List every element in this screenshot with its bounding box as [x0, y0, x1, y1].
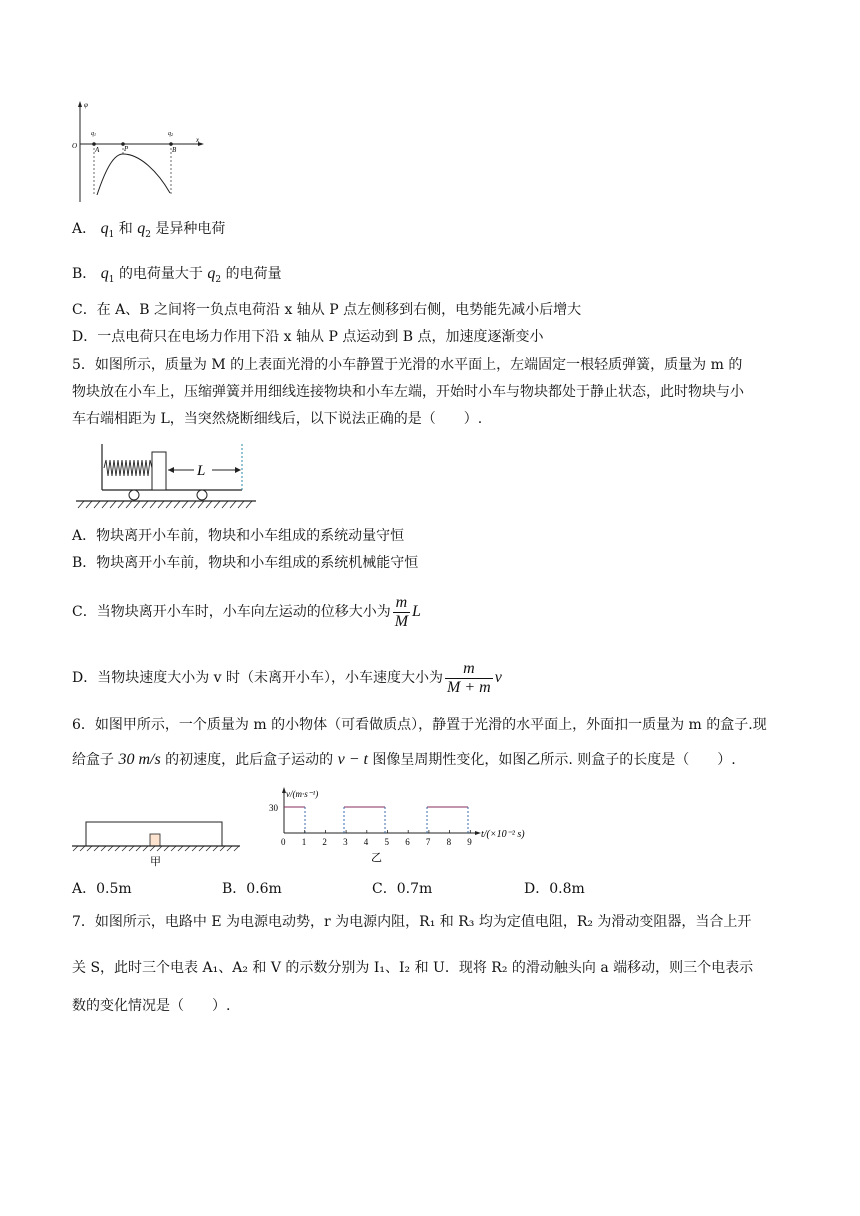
vt-x-tick-label: 7: [425, 837, 431, 847]
q4-option-d: D．一点电荷只在电场力作用下沿 x 轴从 P 点运动到 B 点，加速度逐渐变小: [72, 329, 544, 345]
origin-label: O: [72, 142, 78, 150]
q5-stem-line-3: 车右端相距为 L，当突然烧断细线后，以下说法正确的是（ ）.: [72, 411, 483, 427]
vt-graph-yi: [265, 785, 575, 867]
q6-option-c: C．0.7m: [372, 881, 433, 897]
q7-stem-line-1: 7．如图所示，电路中 E 为电源电动势，r 为电源内阻，R₁ 和 R₃ 均为定值电阻，R₂ 为滑动变阻器，当合上开: [72, 914, 752, 930]
q5-option-d: D．当物块速度大小为 v 时（未离开小车），小车速度大小为 $\frac{m}{M + m}$ v: [72, 659, 502, 696]
q5-stem-line-1: 5．如图所示，质量为 M 的上表面光滑的小车静置于光滑的水平面上，左端固定一根轻质弹簧，质量为 m 的: [72, 357, 743, 373]
q4-option-c: C．在 A、B 之间将一负点电荷沿 x 轴从 P 点左侧移到右侧，电势能先减小后增大: [72, 302, 582, 318]
q6-option-d: D．0.8m: [524, 881, 585, 897]
figure-jia-label: 甲: [150, 856, 161, 868]
q1-label: q1: [91, 131, 96, 137]
q5-option-a: A．物块离开小车前，物块和小车组成的系统动量守恒: [72, 528, 405, 544]
vt-y-tick-30: 30: [269, 803, 278, 813]
cart-spring-figure: [72, 440, 262, 510]
vt-x-tick-label: 1: [301, 837, 307, 847]
vt-x-tick-label: 4: [363, 837, 369, 847]
q5-option-b: B．物块离开小车前，物块和小车组成的系统机械能守恒: [72, 555, 419, 571]
fraction-m-over-m-plus-m: $\frac{m}{M + m}$: [447, 659, 491, 696]
vt-x-tick-label: 2: [322, 837, 327, 847]
q4-option-b: B． $q_1$ 的电荷量大于 $q_2$ 的电荷量: [72, 265, 282, 285]
q6-stem-line-1: 6．如图甲所示，一个质量为 m 的小物体（可看做质点），静置于光滑的水平面上，外面扣一质量为 m 的盒子.现: [72, 717, 767, 733]
x-axis-label: x: [196, 136, 200, 144]
vt-x-tick-label: 5: [384, 837, 389, 847]
phi-axis-label: φ: [84, 101, 88, 109]
vt-x-tick-label: 8: [446, 837, 452, 847]
fraction-m-over-m: $\frac{m}{M}$: [394, 593, 409, 630]
point-b-label: B: [172, 146, 177, 154]
vt-x-tick-label: 0: [281, 837, 286, 847]
point-a-label: A: [95, 146, 100, 154]
vt-y-axis-label: v/(m·s⁻¹): [286, 789, 319, 799]
q6-stem-line-2: 给盒子 30 m/s 的初速度，此后盒子运动的 v − t 图像呈周期性变化，如图乙所示. 则盒子的长度是（ ）.: [72, 751, 736, 768]
q6-option-b: B．0.6m: [222, 881, 282, 897]
figure-yi-label: 乙: [371, 852, 382, 864]
q6-option-a: A．0.5m: [72, 881, 132, 897]
q7-stem-line-2: 关 S，此时三个电表 A₁、A₂ 和 V 的示数分别为 I₁、I₂ 和 U．现将 R₂ 的滑动触头向 a 端移动，则三个电表示: [72, 960, 754, 976]
box-figure-jia: [70, 820, 245, 868]
vt-x-tick-label: 9: [467, 837, 472, 847]
point-p-label: P: [124, 145, 129, 153]
q4-option-a: A． $q_1$ 和 $q_2$ 是异种电荷: [72, 220, 226, 240]
vt-x-tick-label: 3: [343, 837, 348, 847]
length-l-label: L: [197, 463, 206, 479]
vt-x-tick-label: 6: [405, 837, 410, 847]
phi-x-graph: [70, 98, 210, 208]
vt-x-axis-label: t/(×10⁻² s): [481, 829, 525, 840]
q7-stem-line-3: 数的变化情况是（ ）.: [72, 998, 231, 1014]
q2-label: q2: [168, 131, 173, 137]
q5-stem-line-2: 物块放在小车上，压缩弹簧并用细线连接物块和小车左端，开始时小车与物块都处于静止状态，此时物块与小: [72, 384, 744, 400]
q5-option-c: C．当物块离开小车时，小车向左运动的位移大小为 $\frac{m}{M}$ L: [72, 593, 421, 630]
